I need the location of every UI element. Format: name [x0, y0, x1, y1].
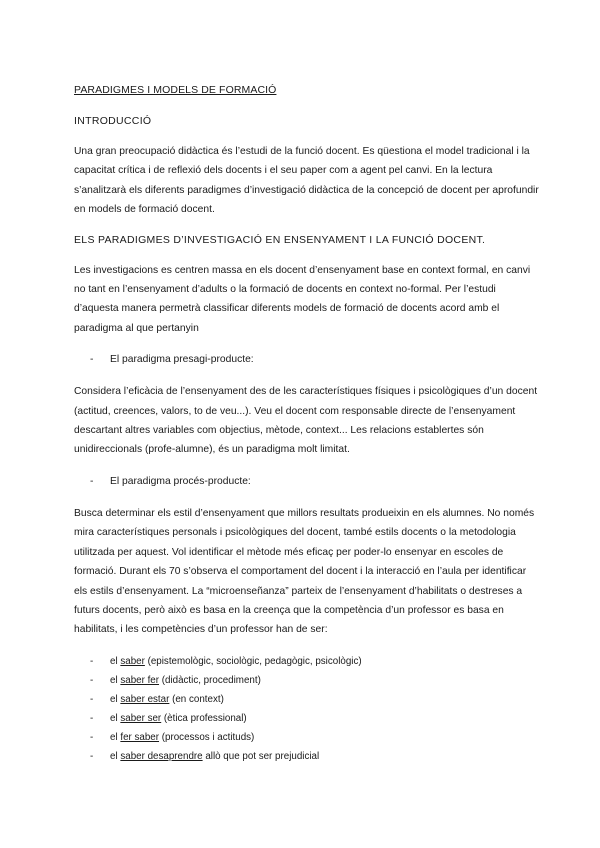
bullet-dash: - — [90, 655, 94, 667]
competency-term: saber — [120, 655, 145, 667]
list-item: - el saber estar (en context) — [74, 690, 540, 709]
competency-term: saber ser — [120, 712, 162, 724]
list-item: - el saber ser (ètica professional) — [74, 709, 540, 728]
bullet-dash: - — [90, 674, 94, 686]
competency-term: fer saber — [120, 731, 160, 743]
competency-term: saber desaprendre — [120, 750, 203, 762]
paradigm2-label: El paradigma procés-producte: — [110, 475, 251, 487]
bullet-dash: - — [90, 731, 94, 743]
bullet-dash: - — [90, 750, 94, 762]
intro-paragraph: Una gran preocupació didàctica és l’estudi de la funció docent. Es qüestiona el model tradicional i la capacitat crítica i de reflexió dels docents i el seu paper com a agent pel canvi. En la lectura s’analitzarà els diferents paradigmes d’investigació didàctica de la concepció de docent per aprofundir en models de formació docent. — [74, 146, 539, 216]
bullet-dash: - — [90, 712, 94, 724]
list-item: - el fer saber (processos i actituds) — [74, 728, 540, 747]
paradigm1-bullet — [74, 350, 540, 369]
bullet-dash: - — [90, 354, 94, 366]
bullet-dash: - — [90, 693, 94, 705]
list-item: - el saber (epistemològic, sociològic, pedagògic, psicològic) — [74, 652, 540, 671]
paradigm1-label: El paradigma presagi-producte: — [110, 354, 254, 366]
intro-heading: INTRODUCCIÓ — [74, 115, 152, 127]
section-paragraph: Les investigacions es centren massa en els docent d’ensenyament base en context formal, en canvi no tant en l’ensenyament d’adults o la formació de docents en context no-formal. Per l’estudi d’aquesta manera permetrà classificar diferents models de formació de docents acord amb el paradigma al que pertanyin — [74, 264, 531, 334]
competency-term: saber estar — [120, 693, 170, 705]
list-item: - el saber desaprendre allò que pot ser prejudicial — [74, 747, 540, 766]
competencies-list — [74, 652, 540, 766]
section-heading: ELS PARADIGMES D’INVESTIGACIÓ EN ENSENYAMENT I LA FUNCIÓ DOCENT. — [74, 233, 486, 246]
paradigm1-paragraph: Considera l’eficàcia de l’ensenyament des de les característiques físiques i psicològiques d’un docent (actitud, creences, valors, to de veu...). Veu el docent com responsable directe de l’ensenyament descartant altres variables com objectius, mètode, context... Les relacions establertes són unidireccionals (profe-alumne), és un paradigma molt limitat. — [74, 386, 538, 456]
list-item: - el saber fer (didàctic, procediment) — [74, 671, 540, 690]
paradigm2-bullet — [74, 472, 540, 491]
paradigm2-paragraph: Busca determinar els estil d’ensenyament que millors resultats produeixin en els alumnes. No només mira característiques personals i psicològiques del docent, també estils docents o la metodologia utilitzada per aquest. Vol identificar el mètode més eficaç per poder-lo ensenyar en escoles de formació. Durant els 70 s’observa el comportament del docent i la interacció en l’aula per identificar els estils d’ensenyament. La “microenseñanza” parteix de l’ensenyament d’habilitats o destreses a futurs docents, però això es basa en la creença que la competència d’un professor es basa en habilitats, i les competències d’un professor han de ser: — [74, 507, 535, 636]
competency-term: saber fer — [120, 674, 160, 686]
bullet-dash: - — [90, 475, 94, 487]
document-title: PARADIGMES I MODELS DE FORMACIÓ — [74, 84, 277, 96]
